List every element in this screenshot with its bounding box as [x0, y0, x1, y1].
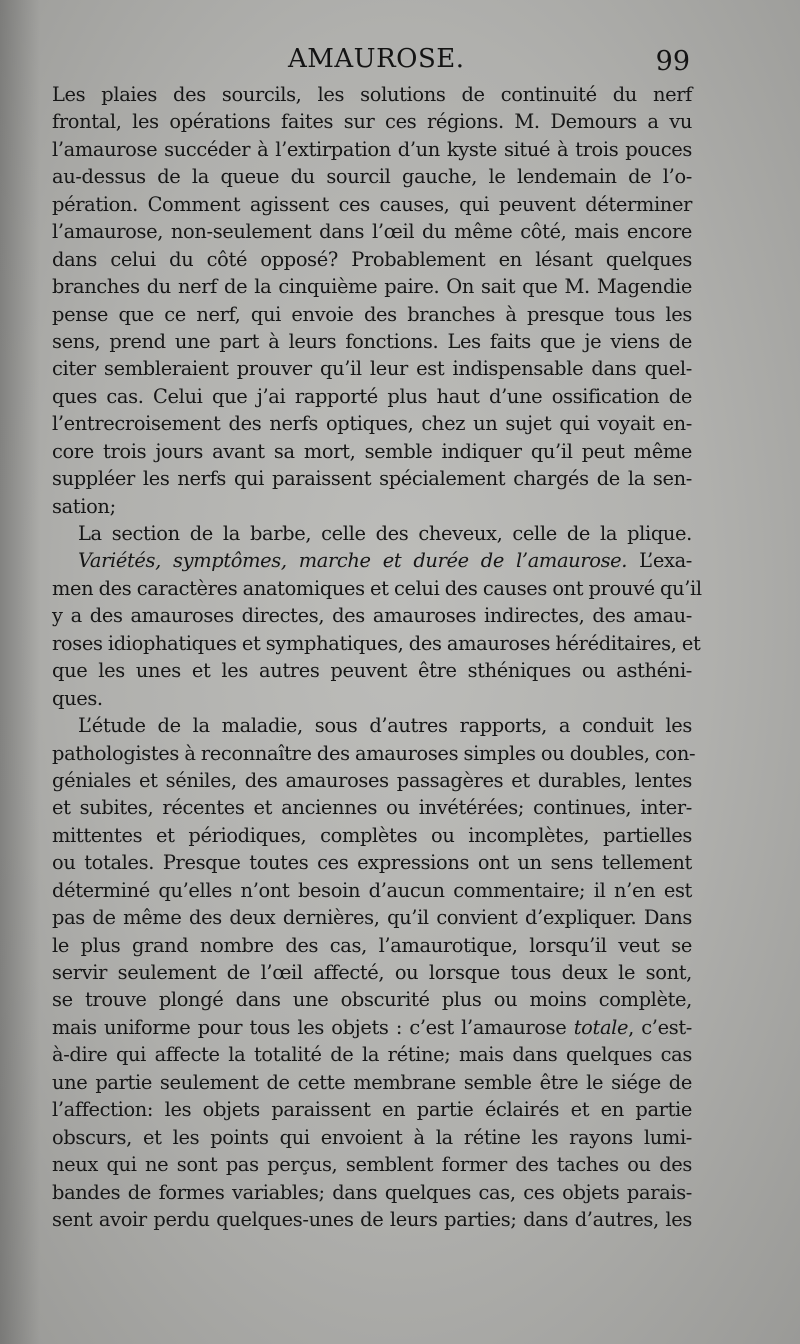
text-line: ou totales. Presque toutes ces expressions ont un sens tellement — [52, 851, 692, 875]
text-line: et subites, récentes et anciennes ou invétérées; continues, inter- — [52, 796, 692, 820]
italic-term: totale — [573, 1015, 629, 1039]
text-line: sens, prend une part à leurs fonctions. Les faits que je viens de — [52, 329, 692, 353]
text-line: core trois jours avant sa mort, semble indiquer qu’il peut même — [52, 439, 692, 463]
text-line: neux qui ne sont pas perçus, semblent former des taches ou des — [52, 1153, 692, 1177]
heading-continuation: L’exa- — [627, 549, 692, 573]
text-line: obscurs, et les points qui envoient à la rétine les rayons lumi- — [52, 1125, 692, 1149]
text-line: géniales et séniles, des amauroses passagères et durables, lentes — [52, 768, 692, 792]
binding-shadow — [0, 0, 40, 1344]
text-line: frontal, les opérations faites sur ces régions. M. Demours a vu — [52, 110, 692, 134]
text-line: roses idiophatiques et symphatiques, des amauroses héréditaires, et — [52, 631, 701, 655]
text-segment: mais uniforme pour tous les objets : c’est l’amaurose — [52, 1015, 574, 1039]
section-heading-line — [52, 547, 692, 574]
text-line: ques cas. Celui que j’ai rapporté plus haut d’une ossification de — [52, 384, 692, 408]
text-line: ques. — [52, 686, 103, 710]
text-line: le plus grand nombre des cas, l’amaurotique, lorsqu’il veut se — [52, 933, 692, 957]
text-line: l’entrecroisement des nerfs optiques, chez un sujet qui voyait en- — [52, 412, 692, 436]
text-line: dans celui du côté opposé? Probablement en lésant quelques — [52, 247, 692, 271]
text-line: sation; — [52, 494, 116, 518]
text-line: suppléer les nerfs qui paraissent spécialement chargés de la sen- — [52, 467, 692, 491]
body-text — [52, 81, 702, 1233]
section-heading: Variétés, symptômes, marche et durée de l’amaurose. — [78, 549, 628, 573]
text-line: l’amaurose succéder à l’extirpation d’un kyste situé à trois pouces — [52, 137, 692, 161]
text-line: sent avoir perdu quelques-unes de leurs parties; dans d’autres, les — [52, 1207, 692, 1231]
text-line: L’étude de la maladie, sous d’autres rapports, a conduit les — [78, 714, 692, 738]
text-line: La section de la barbe, celle des cheveux, celle de la plique. — [78, 522, 692, 545]
text-line: pense que ce nerf, qui envoie des branches à presque tous les — [52, 302, 692, 326]
text-line: pathologistes à reconnaître des amauroses simples ou doubles, con- — [52, 741, 696, 765]
text-line: pération. Comment agissent ces causes, qui peuvent déterminer — [52, 192, 692, 216]
text-line: au-dessus de la queue du sourcil gauche, le lendemain de l’o- — [52, 165, 692, 189]
text-line: une partie seulement de cette membrane semble être le siége de — [52, 1070, 692, 1094]
text-segment: , c’est- — [628, 1015, 692, 1039]
text-line: bandes de formes variables; dans quelques cas, ces objets parais- — [52, 1180, 692, 1204]
running-head: AMAUROSE. — [288, 44, 465, 74]
text-line: mittentes et périodiques, complètes ou incomplètes, partielles — [52, 823, 692, 847]
text-line: que les unes et les autres peuvent être sthéniques ou asthéni- — [52, 659, 692, 683]
text-line: l’affection: les objets paraissent en partie éclairés et en partie — [52, 1098, 692, 1122]
text-line: servir seulement de l’œil affecté, ou lorsque tous deux le sont, — [52, 961, 692, 984]
page-number: 99 — [655, 46, 690, 77]
text-line: y a des amauroses directes, des amauroses indirectes, des amau- — [52, 604, 692, 628]
text-line: se trouve plongé dans une obscurité plus ou moins complète, — [52, 988, 692, 1012]
page-header — [50, 40, 692, 80]
text-line-with-italic — [52, 1014, 692, 1041]
text-line: l’amaurose, non-seulement dans l’œil du même côté, mais encore — [52, 220, 692, 244]
text-line: men des caractères anatomiques et celui des causes ont prouvé qu’il — [52, 576, 702, 600]
text-line: à-dire qui affecte la totalité de la rétine; mais dans quelques cas — [52, 1043, 692, 1067]
text-line: pas de même des deux dernières, qu’il convient d’expliquer. Dans — [52, 906, 692, 930]
text-line: Les plaies des sourcils, les solutions de continuité du nerf — [52, 83, 692, 106]
text-line: déterminé qu’elles n’ont besoin d’aucun commentaire; il n’en est — [52, 878, 692, 902]
text-line: citer sembleraient prouver qu’il leur est indispensable dans quel- — [52, 357, 692, 381]
text-line: branches du nerf de la cinquième paire. On sait que M. Magendie — [52, 275, 692, 299]
